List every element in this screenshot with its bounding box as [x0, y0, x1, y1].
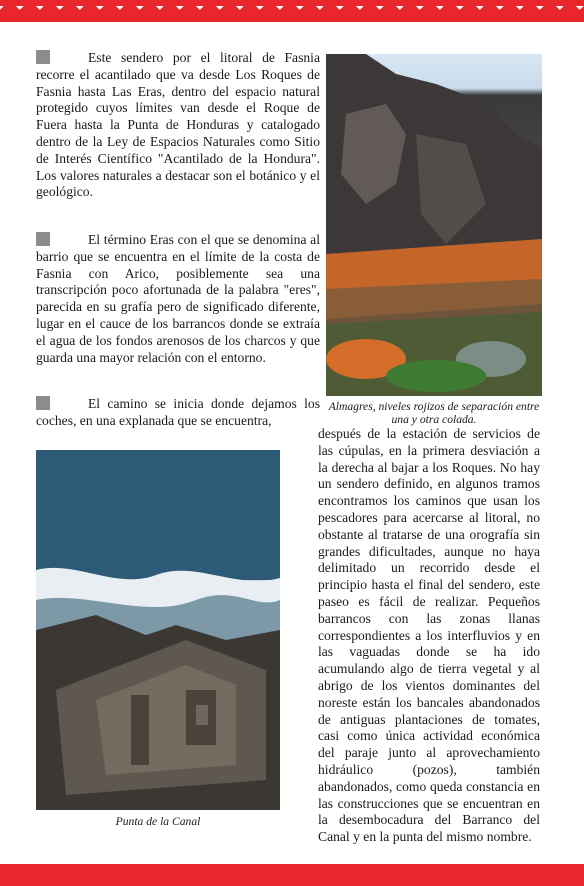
paragraph-camino-continued: después de la estación de servicios de las cúpulas, en la primera desviación a la derecha al bajar a los Roques. No hay un sendero definido, en algunos tramos encontramos los caminos que usan los pescadores para acercarse al litoral, no obstante al tratarse de una orografía sin grandes dificultades, aunque no haya delimitado un recorrido desde el principio hasta el final del sendero, este paseo es fácil de realizar. Pequeños barrancos con las zonas llanas correspondientes a los interfluvios y en las vaguadas donde se ha ido acumulando algo de tierra vegetal y al abrigo de los vientos dominantes del noreste están los bancales abandonados de antiguas plantaciones de tomates, casi como única actividad económica del paraje junto al aprovechamiento hidráulico (pozos), también abandonados, como queda constancia en las construcciones que se encuentran en la desembocadura del Barranco del Canal y en la punta del mismo nombre.	[318, 426, 540, 845]
paragraph-eras	[36, 232, 320, 366]
square-bullet-icon	[36, 50, 50, 64]
paragraph-camino-text: El camino se inicia donde dejamos los coches, en una explanada que se encuentra,	[36, 396, 320, 428]
paragraph-camino	[36, 396, 320, 430]
cliff-photo-caption: Almagres, niveles rojizos de separación entre una y otra colada.	[328, 400, 540, 426]
paragraph-eras-text: El término Eras con el que se denomina al barrio que se encuentra en el límite de la costa de Fasnia con Arico, posiblemente sea una transcripción poco afortunada de la palabra "eres", parecida en su grafía pero de significado diferente, lugar en el cauce de los barrancos donde se extraía el agua de los fondos arenosos de los charcos y que guarda una mayor relación con el entorno.	[36, 232, 320, 365]
bottom-decorative-border	[0, 852, 584, 886]
top-decorative-border	[0, 0, 584, 22]
cliff-illustration	[326, 54, 542, 396]
coast-photo-caption: Punta de la Canal	[115, 815, 201, 828]
square-bullet-icon	[36, 232, 50, 246]
coast-illustration	[36, 450, 280, 810]
paragraph-intro	[36, 50, 320, 201]
coast-ruins-photo	[36, 450, 280, 810]
square-bullet-icon	[36, 396, 50, 410]
cliff-photo	[326, 54, 542, 396]
paragraph-intro-text: Este sendero por el litoral de Fasnia recorre el acantilado que va desde Los Roques de Fasnia hasta Las Eras, dentro del espacio natural protegido cuyos límites van desde el Roque de Fuera hasta la Punta de Honduras y catalogado dentro de la Ley de Espacios Naturales como Sitio de Interés Científico "Acantilado de la Hondura". Los valores naturales a destacar son el botánico y el geológico.	[36, 50, 320, 200]
